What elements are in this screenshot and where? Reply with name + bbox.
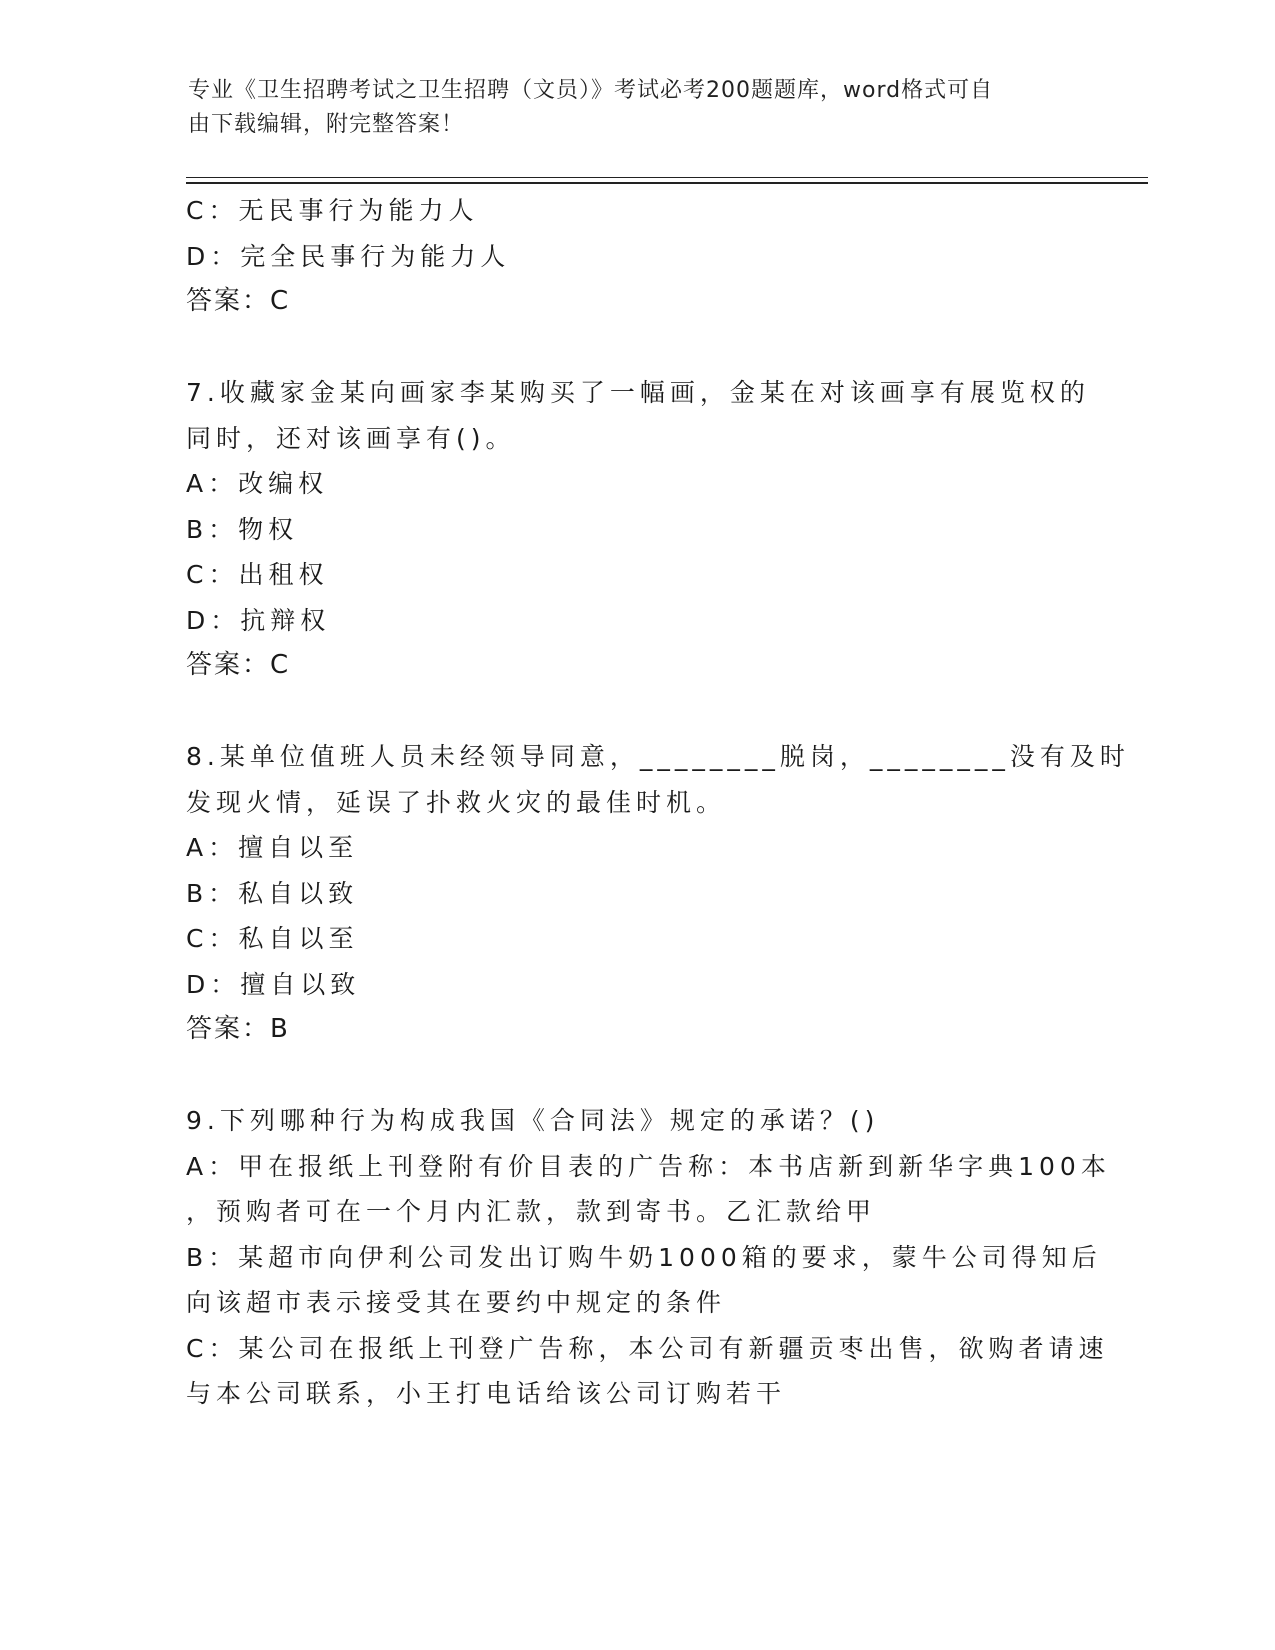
question-stem-line: 发现火情，延误了扑救火灾的最佳时机。 — [186, 787, 727, 817]
spacer — [186, 1053, 1086, 1099]
option-a: A：改编权 — [186, 469, 329, 498]
option-b: B：私自以致 — [186, 878, 359, 908]
option-b: B：某超市向伊利公司发出订购牛奶1000箱的要求，蒙牛公司得知后 — [186, 1242, 1102, 1272]
option-a-continued: ，预购者可在一个月内汇款，款到寄书。乙汇款给甲 — [186, 1197, 877, 1226]
spacer — [186, 325, 1086, 371]
option-c: C：某公司在报纸上刊登广告称，本公司有新疆贡枣出售，欲购者请速 — [186, 1333, 1109, 1363]
option-c: C：私自以至 — [186, 924, 359, 953]
question-6-continuation — [186, 188, 1086, 325]
answer-line: 答案：B — [186, 1014, 290, 1044]
answer-line: 答案：C — [186, 650, 291, 680]
option-d: D：擅自以致 — [186, 969, 361, 999]
option-d: D：抗辩权 — [186, 605, 331, 635]
option-c-continued: 与本公司联系，小王打电话给该公司订购若干 — [186, 1379, 787, 1408]
question-7 — [186, 370, 1090, 689]
question-stem-line: 同时，还对该画享有()。 — [186, 423, 516, 453]
option-b: B：物权 — [186, 514, 299, 544]
question-stem-line: 7.收藏家金某向画家李某购买了一幅画，金某在对该画享有展览权的 — [186, 378, 1090, 407]
document-header — [188, 74, 1068, 142]
option-b-continued: 向该超市表示接受其在要约中规定的条件 — [186, 1288, 727, 1317]
header-divider-thin — [186, 177, 1148, 178]
option-c: C：无民事行为能力人 — [186, 196, 479, 225]
spacer — [186, 689, 1086, 735]
header-line-1: 专业《卫生招聘考试之卫生招聘（文员）》考试必考200题题库，word格式可自 — [188, 78, 994, 103]
option-c: C：出租权 — [186, 560, 329, 589]
option-a: A：擅自以至 — [186, 833, 359, 862]
question-8 — [186, 734, 1130, 1053]
question-stem-line: 9.下列哪种行为构成我国《合同法》规定的承诺？() — [186, 1106, 880, 1135]
header-divider-thick — [186, 182, 1148, 184]
document-body — [186, 188, 1130, 1417]
option-d: D：完全民事行为能力人 — [186, 241, 511, 271]
header-line-2: 由下载编辑，附完整答案！ — [188, 112, 465, 137]
question-stem-line: 8.某单位值班人员未经领导同意，________脱岗，________没有及时 — [186, 742, 1130, 771]
option-a: A：甲在报纸上刊登附有价目表的广告称：本书店新到新华字典100本 — [186, 1151, 1111, 1181]
answer-line: 答案：C — [186, 286, 291, 316]
question-9 — [186, 1098, 1111, 1417]
